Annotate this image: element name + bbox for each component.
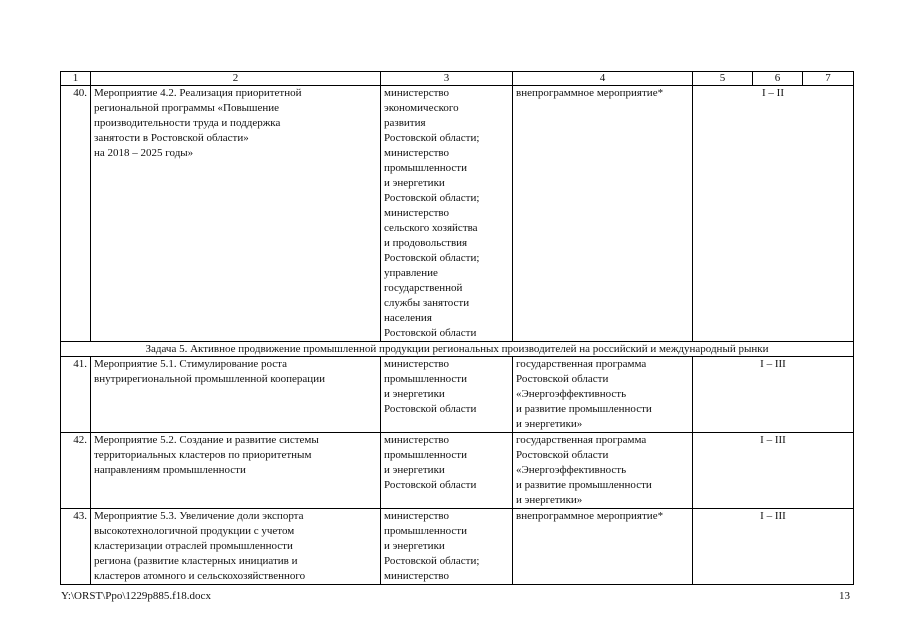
activity-line: Мероприятие 5.3. Увеличение доли экспорта [94, 510, 304, 522]
executor-line: министерство [384, 434, 450, 446]
activity-line: территориальных кластеров по приоритетным [94, 449, 312, 461]
executor-line: министерство [384, 510, 450, 522]
executor-line: министерство [384, 87, 450, 99]
executor-line: службы занятости [384, 297, 470, 309]
activity-line: кластеризации отраслей промышленности [94, 540, 293, 552]
activity-line: высокотехнологичной продукции с учетом [94, 525, 295, 537]
column-number: 5 [693, 72, 753, 86]
executor-line: сельского хозяйства [384, 222, 478, 234]
activity-line: направлениям промышленности [94, 464, 246, 476]
period-cell: I – III [693, 357, 854, 433]
executor-line: министерство [384, 570, 450, 582]
period-cell: I – III [693, 433, 854, 509]
program-cell [513, 509, 693, 585]
row-number: 41. [61, 357, 91, 433]
activity-line: на 2018 – 2025 годы» [94, 147, 194, 159]
activity-cell [91, 86, 381, 342]
activity-line: региональной программы «Повышение [94, 102, 280, 114]
executor-line: и продовольствия [384, 237, 468, 249]
executor-line: Ростовской области [384, 479, 477, 491]
executor-cell [381, 509, 513, 585]
table-row [61, 433, 854, 509]
activity-cell [91, 509, 381, 585]
document-file-path: Y:\ORST\Ppo\1229p885.f18.docx [61, 590, 211, 602]
executor-line: управление [384, 267, 438, 279]
column-number: 3 [381, 72, 513, 86]
program-cell [513, 357, 693, 433]
executor-cell [381, 433, 513, 509]
column-number: 1 [61, 72, 91, 86]
program-line: и энергетики» [516, 494, 583, 506]
task-row [61, 342, 854, 357]
executor-line: Ростовской области [384, 403, 477, 415]
executor-line: Ростовской области; [384, 192, 480, 204]
executor-line: и энергетики [384, 177, 445, 189]
program-line: «Энергоэффективность [516, 464, 627, 476]
executor-line: Ростовской области [384, 327, 477, 339]
program-cell [513, 433, 693, 509]
executor-line: промышленности [384, 449, 467, 461]
executor-line: промышленности [384, 373, 467, 385]
activity-line: региона (развитие кластерных инициатив и [94, 555, 298, 567]
activity-line: Мероприятие 5.1. Стимулирование роста [94, 358, 287, 370]
executor-line: министерство [384, 207, 450, 219]
executor-line: и энергетики [384, 388, 445, 400]
executor-line: экономического [384, 102, 459, 114]
executor-line: населения [384, 312, 432, 324]
activity-line: внутрирегиональной промышленной кооперации [94, 373, 325, 385]
page-number: 13 [839, 590, 850, 602]
program-line: и развитие промышленности [516, 403, 652, 415]
program-line: Ростовской области [516, 449, 609, 461]
program-line: внепрограммное мероприятие* [516, 87, 664, 99]
column-number: 2 [91, 72, 381, 86]
column-number: 4 [513, 72, 693, 86]
executor-line: министерство [384, 147, 450, 159]
program-line: и развитие промышленности [516, 479, 652, 491]
column-number-row [61, 72, 854, 86]
program-line: Ростовской области [516, 373, 609, 385]
program-line: «Энергоэффективность [516, 388, 627, 400]
activity-line: кластеров атомного и сельскохозяйственного [94, 570, 306, 582]
program-line: внепрограммное мероприятие* [516, 510, 664, 522]
activity-line: Мероприятие 4.2. Реализация приоритетной [94, 87, 302, 99]
program-line: и энергетики» [516, 418, 583, 430]
row-number: 43. [61, 509, 91, 585]
table-row [61, 509, 854, 585]
executor-line: Ростовской области; [384, 132, 480, 144]
table-row [61, 357, 854, 433]
executor-cell [381, 357, 513, 433]
task-heading: Задача 5. Активное продвижение промышленной продукции региональных производителей на российский и международный рынки [61, 342, 854, 357]
executor-cell [381, 86, 513, 342]
activity-cell [91, 433, 381, 509]
row-number: 40. [61, 86, 91, 342]
executor-line: и энергетики [384, 540, 445, 552]
column-number: 7 [803, 72, 854, 86]
program-line: государственная программа [516, 434, 647, 446]
executor-line: промышленности [384, 162, 467, 174]
activity-line: занятости в Ростовской области» [94, 132, 249, 144]
executor-line: государственной [384, 282, 463, 294]
period-cell: I – III [693, 509, 854, 585]
row-number: 42. [61, 433, 91, 509]
measures-table [60, 71, 854, 585]
period-cell: I – II [693, 86, 854, 342]
activity-cell [91, 357, 381, 433]
executor-line: Ростовской области; [384, 252, 480, 264]
activity-line: производительности труда и поддержка [94, 117, 281, 129]
executor-line: и энергетики [384, 464, 445, 476]
column-number: 6 [753, 72, 803, 86]
activity-line: Мероприятие 5.2. Создание и развитие системы [94, 434, 319, 446]
executor-line: Ростовской области; [384, 555, 480, 567]
executor-line: развития [384, 117, 426, 129]
program-line: государственная программа [516, 358, 647, 370]
table-row [61, 86, 854, 342]
program-cell [513, 86, 693, 342]
executor-line: министерство [384, 358, 450, 370]
executor-line: промышленности [384, 525, 467, 537]
